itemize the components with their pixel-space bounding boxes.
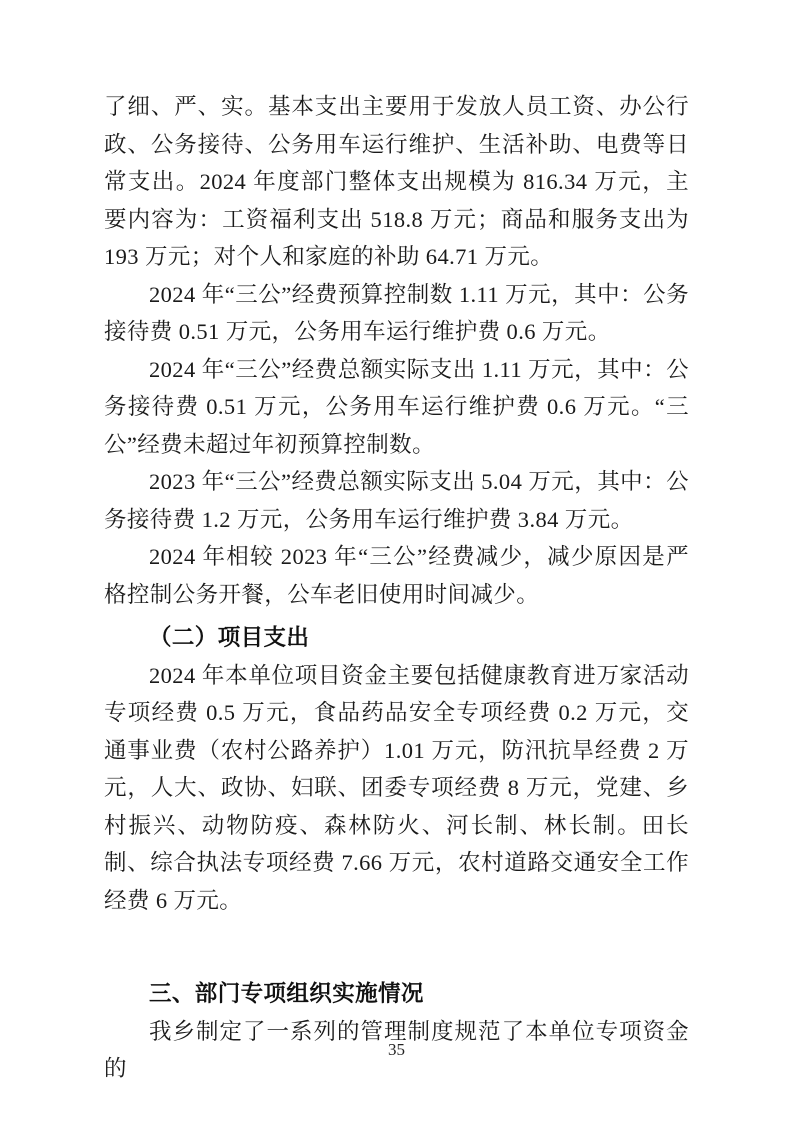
paragraph-sangong-actual-2023: 2023 年“三公”经费总额实际支出 5.04 万元，其中：公务接待费 1.2 万元，公务用车运行维护费 3.84 万元。 [104,469,689,532]
paragraph-project-funds: 2024 年本单位项目资金主要包括健康教育进万家活动专项经费 0.5 万元，食品药品安全专项经费 0.2 万元，交通事业费（农村公路养护）1.01 万元，防汛抗旱经费 2 万元，人大、政协、妇联、团委专项经费 8 万元，党建、乡村振兴、动物防疫、森林防火、河长制、林长制。田长制、综合执法专项经费 7.66 万元，农村道路交通安全工作经费 6 万元。 [104,662,689,913]
spacer-large [104,919,689,975]
page-number: 35 [388,1040,405,1059]
paragraph-sangong-actual-2024: 2024 年“三公”经费总额实际支出 1.11 万元，其中：公务接待费 0.51 万元，公务用车运行维护费 0.6 万元。“三公”经费未超过年初预算控制数。 [104,356,689,457]
paragraph-sangong-budget: 2024 年“三公”经费预算控制数 1.11 万元，其中：公务接待费 0.51 万元，公务用车运行维护费 0.6 万元。 [104,281,689,344]
paragraph-sangong-comparison: 2024 年相较 2023 年“三公”经费减少，减少原因是严格控制公务开餐，公车老旧使用时间减少。 [104,544,689,607]
section-heading-implementation: 三、部门专项组织实施情况 [149,981,424,1006]
document-body [104,88,689,1088]
paragraph-implementation: 我乡制定了一系列的管理制度规范了本单位专项资金的 [104,1018,689,1081]
paragraph-continuation: 了细、严、实。基本支出主要用于发放人员工资、办公行政、公务接待、公务用车运行维护、生活补助、电费等日常支出。2024 年度部门整体支出规模为 816.34 万元，主要内容为：工资福利支出 518.8 万元；商品和服务支出为 193 万元；对个人和家庭的补助 64.71 万元。 [104,94,689,269]
section-heading-project-expenditure: （二）项目支出 [149,625,310,650]
